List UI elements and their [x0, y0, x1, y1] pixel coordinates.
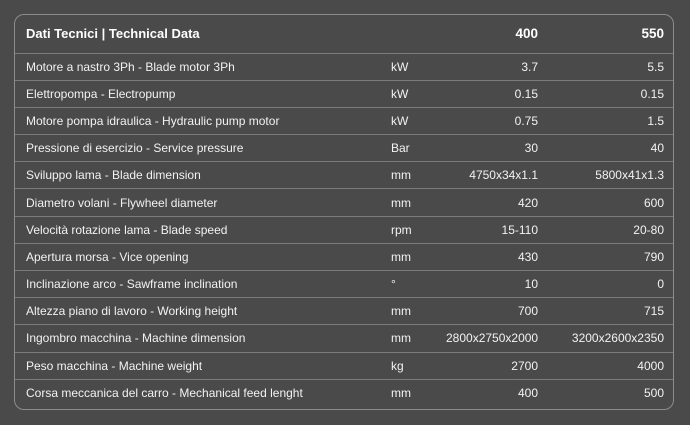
- row-value-400: 2700: [446, 352, 540, 379]
- table-row: [15, 352, 674, 379]
- row-value-400: 15-110: [446, 216, 540, 243]
- row-value-550: 3200x2600x2350: [540, 325, 674, 352]
- unit-column-header: [389, 15, 446, 53]
- table-title: Dati Tecnici | Technical Data: [26, 26, 200, 42]
- row-value-400: 700: [446, 298, 540, 325]
- row-value-550: 1.5: [540, 107, 674, 134]
- table-row: [15, 162, 674, 189]
- row-unit: mm: [389, 298, 446, 325]
- row-value-400: 400: [446, 379, 540, 406]
- row-unit: mm: [389, 243, 446, 270]
- row-label: Inclinazione arco - Sawframe inclination: [15, 271, 389, 298]
- row-value-550: 20-80: [540, 216, 674, 243]
- row-value-400: 420: [446, 189, 540, 216]
- row-value-550: 600: [540, 189, 674, 216]
- table-row: [15, 80, 674, 107]
- row-label: Corsa meccanica del carro - Mechanical feed lenght: [15, 379, 389, 406]
- row-value-400: 10: [446, 271, 540, 298]
- row-unit: kg: [389, 352, 446, 379]
- row-label: Peso macchina - Machine weight: [15, 352, 389, 379]
- row-value-400: 4750x34x1.1: [446, 162, 540, 189]
- table-row: [15, 135, 674, 162]
- row-label: Apertura morsa - Vice opening: [15, 243, 389, 270]
- row-label: Altezza piano di lavoro - Working height: [15, 298, 389, 325]
- table-row: [15, 271, 674, 298]
- row-value-550: 0: [540, 271, 674, 298]
- row-unit: mm: [389, 379, 446, 406]
- row-unit: °: [389, 271, 446, 298]
- row-unit: mm: [389, 162, 446, 189]
- row-value-400: 0.15: [446, 80, 540, 107]
- row-unit: Bar: [389, 135, 446, 162]
- row-label: Motore pompa idraulica - Hydraulic pump motor: [15, 107, 389, 134]
- table-row: [15, 216, 674, 243]
- row-value-550: 5800x41x1.3: [540, 162, 674, 189]
- model-400-header: 400: [515, 26, 538, 42]
- table-row: [15, 325, 674, 352]
- row-value-550: 0.15: [540, 80, 674, 107]
- technical-data-panel: [14, 14, 674, 410]
- row-label: Motore a nastro 3Ph - Blade motor 3Ph: [15, 53, 389, 80]
- row-value-400: 2800x2750x2000: [446, 325, 540, 352]
- row-label: Elettropompa - Electropump: [15, 80, 389, 107]
- row-unit: kW: [389, 53, 446, 80]
- row-value-550: 4000: [540, 352, 674, 379]
- table-row: [15, 189, 674, 216]
- row-label: Pressione di esercizio - Service pressure: [15, 135, 389, 162]
- row-unit: rpm: [389, 216, 446, 243]
- row-value-400: 0.75: [446, 107, 540, 134]
- row-value-550: 790: [540, 243, 674, 270]
- table-row: [15, 298, 674, 325]
- row-value-550: 5.5: [540, 53, 674, 80]
- technical-data-table: [15, 15, 674, 406]
- table-header-row: [15, 15, 674, 53]
- row-unit: mm: [389, 189, 446, 216]
- row-value-550: 40: [540, 135, 674, 162]
- row-label: Diametro volani - Flywheel diameter: [15, 189, 389, 216]
- row-unit: kW: [389, 80, 446, 107]
- table-row: [15, 53, 674, 80]
- table-row: [15, 107, 674, 134]
- row-label: Sviluppo lama - Blade dimension: [15, 162, 389, 189]
- row-unit: mm: [389, 325, 446, 352]
- model-550-header: 550: [641, 26, 664, 42]
- row-label: Velocità rotazione lama - Blade speed: [15, 216, 389, 243]
- row-unit: kW: [389, 107, 446, 134]
- table-row: [15, 243, 674, 270]
- row-label: Ingombro macchina - Machine dimension: [15, 325, 389, 352]
- row-value-550: 715: [540, 298, 674, 325]
- row-value-400: 430: [446, 243, 540, 270]
- row-value-400: 3.7: [446, 53, 540, 80]
- table-row: [15, 379, 674, 406]
- row-value-550: 500: [540, 379, 674, 406]
- row-value-400: 30: [446, 135, 540, 162]
